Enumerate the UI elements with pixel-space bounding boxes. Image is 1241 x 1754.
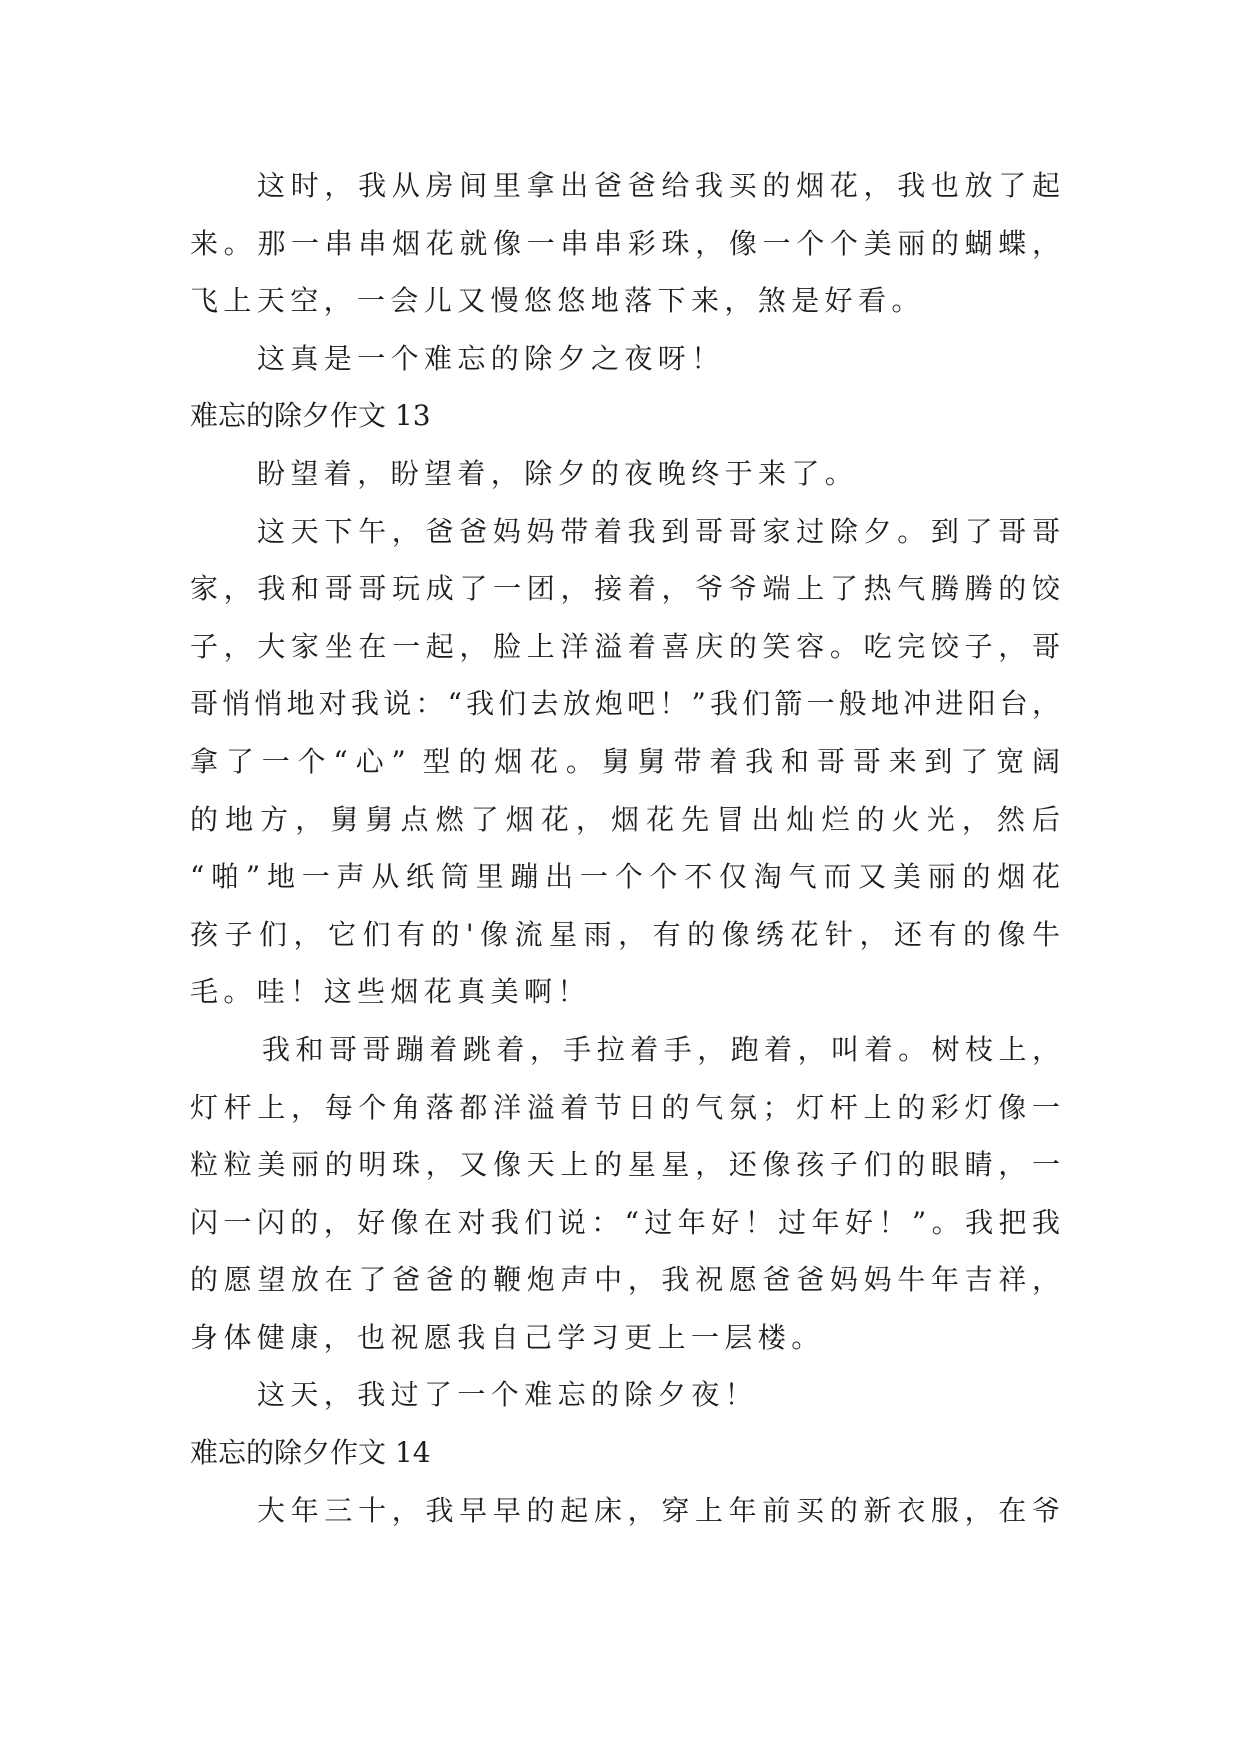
paragraph	[190, 1366, 1060, 1424]
paragraph-line: 这真是一个难忘的除夕之夜呀！	[257, 341, 725, 375]
paragraph-line: 粒粒美丽的明珠，又像天上的星星，还像孩子们的眼睛，一	[190, 1148, 1060, 1182]
paragraph	[190, 1021, 1060, 1367]
paragraph-line: 家，我和哥哥玩成了一团，接着，爷爷端上了热气腾腾的饺	[190, 572, 1060, 606]
paragraph-line: 这天下午，爸爸妈妈带着我到哥哥家过除夕。到了哥哥	[257, 514, 1060, 548]
paragraph-line: 的地方，舅舅点燃了烟花，烟花先冒出灿烂的火光，然后	[190, 802, 1060, 836]
paragraph-line: 我和哥哥蹦着跳着，手拉着手，跑着，叫着。树枝上，	[262, 1032, 1060, 1066]
paragraph-line: 灯杆上，每个角落都洋溢着节日的气氛；灯杆上的彩灯像一	[190, 1090, 1060, 1124]
paragraph-line: 飞上天空，一会儿又慢悠悠地落下来，煞是好看。	[190, 284, 925, 318]
paragraph	[190, 445, 1060, 503]
paragraph-line: 身体健康，也祝愿我自己学习更上一层楼。	[190, 1320, 825, 1354]
paragraph-line: 这天，我过了一个难忘的除夕夜！	[257, 1378, 759, 1412]
paragraph-line: 的愿望放在了爸爸的鞭炮声中，我祝愿爸爸妈妈牛年吉祥，	[190, 1263, 1060, 1297]
paragraph-line: 大年三十，我早早的起床，穿上年前买的新衣服，在爷	[257, 1493, 1060, 1527]
document-body	[190, 157, 1060, 1539]
paragraph-line: 拿了一个“心” 型的烟花。舅舅带着我和哥哥来到了宽阔	[190, 744, 1060, 778]
paragraph	[190, 503, 1060, 1021]
paragraph-line: “啪”地一声从纸筒里蹦出一个个不仅淘气而又美丽的烟花	[190, 860, 1060, 894]
paragraph-line: 子，大家坐在一起，脸上洋溢着喜庆的笑容。吃完饺子，哥	[190, 629, 1060, 663]
paragraph	[190, 157, 1060, 330]
paragraph-line: 哥悄悄地对我说：“我们去放炮吧！”我们箭一般地冲进阳台，	[190, 687, 1060, 721]
paragraph-line: 毛。哇！这些烟花真美啊！	[190, 975, 591, 1009]
section-heading: 难忘的除夕作文 14	[190, 1436, 431, 1470]
paragraph	[190, 1482, 1060, 1540]
paragraph	[190, 330, 1060, 388]
paragraph-line: 孩子们，它们有的'像流星雨，有的像绣花针，还有的像牛	[190, 917, 1060, 951]
paragraph-line: 盼望着，盼望着，除夕的夜晚终于来了。	[257, 456, 859, 490]
paragraph-line: 来。那一串串烟花就像一串串彩珠，像一个个美丽的蝴蝶，	[190, 226, 1060, 260]
paragraph-line: 这时，我从房间里拿出爸爸给我买的烟花，我也放了起	[257, 169, 1060, 202]
section-heading: 难忘的除夕作文 13	[190, 399, 431, 433]
paragraph-line: 闪一闪的，好像在对我们说：“过年好！过年好！”。我把我	[190, 1205, 1060, 1239]
